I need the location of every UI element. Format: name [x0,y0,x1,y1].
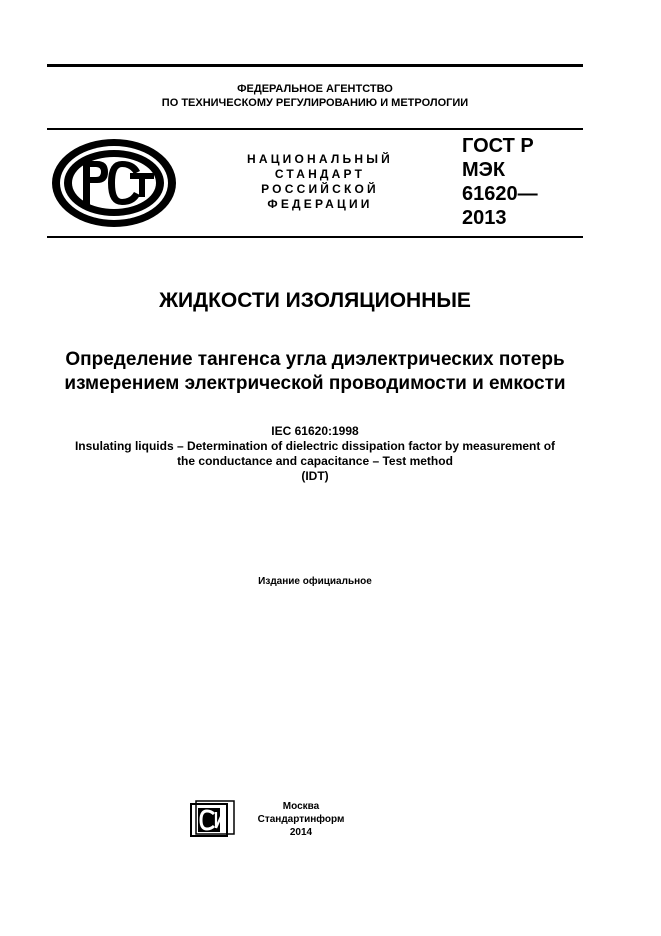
subtitle-line-2: измерением электрической проводимости и емкости [64,373,566,394]
document-title: ЖИДКОСТИ ИЗОЛЯЦИОННЫЕ [159,289,471,312]
standard-designation [462,134,538,230]
header-divider [47,128,583,130]
iec-title-line-1: Insulating liquids – Determination of dielectric dissipation factor by measurement of [74,439,556,453]
standartinform-logo-icon [190,800,236,838]
imprint-year: 2014 [289,827,313,838]
designation-line-3: 61620— [462,183,538,205]
subtitle-line-1: Определение тангенса угла диэлектрических потерь [65,349,565,370]
imprint-city: Москва [282,801,320,812]
agency-header [47,82,583,110]
document-subtitle [30,348,600,396]
standard-type-line-3: РОССИЙСКОЙ [261,182,379,196]
standard-type-line-1: НАЦИОНАЛЬНЫЙ [246,152,394,166]
iec-reference [20,424,610,484]
top-divider [47,64,583,67]
rst-logo-icon [50,137,178,229]
designation-divider [47,236,583,238]
designation-line-4: 2013 [462,207,507,229]
standard-type-line-4: ФЕДЕРАЦИИ [267,197,373,211]
national-standard-label [225,152,415,212]
designation-line-1: ГОСТ Р [462,135,534,157]
iec-number: IEC 61620:1998 [271,424,359,438]
agency-line-1: ФЕДЕРАЛЬНОЕ АГЕНТСТВО [237,83,393,95]
iec-title-line-2: the conductance and capacitance – Test method [177,454,453,468]
iec-equivalence: (IDT) [301,469,329,483]
edition-label: Издание официальное [258,576,372,587]
designation-line-2: МЭК [462,159,506,181]
agency-line-2: ПО ТЕХНИЧЕСКОМУ РЕГУЛИРОВАНИЮ И МЕТРОЛОГИИ [161,97,469,109]
standard-type-line-2: СТАНДАРТ [274,167,366,181]
publisher-imprint [245,800,357,839]
imprint-publisher: Стандартинформ [257,814,345,825]
